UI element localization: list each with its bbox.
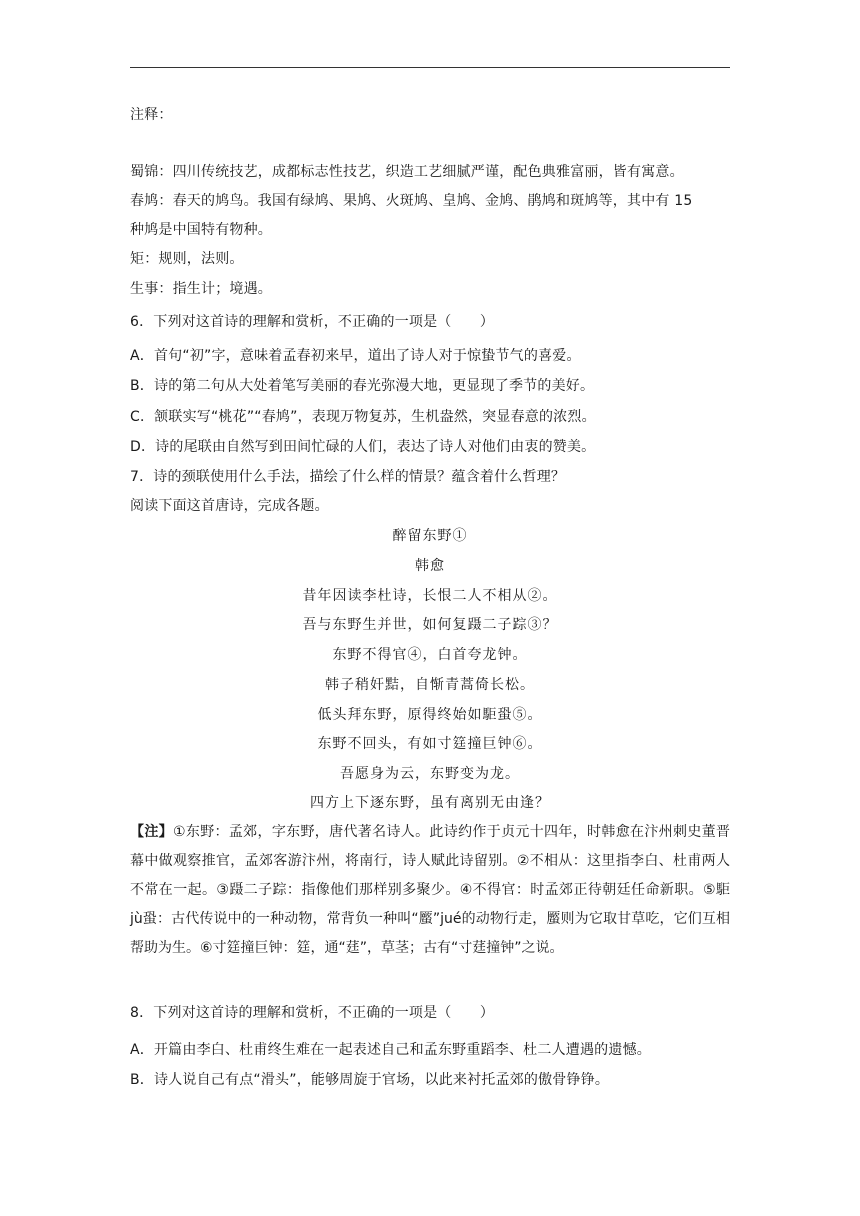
note-item: 生事：指生计；境遇。 bbox=[130, 281, 272, 297]
header-rule bbox=[130, 67, 730, 68]
poem-author: 韩愈 bbox=[415, 558, 445, 574]
annotation-mark: 【注】 bbox=[130, 824, 173, 840]
question-6-option-d: D．诗的尾联由自然写到田间忙碌的人们，表达了诗人对他们由衷的赞美。 bbox=[130, 439, 596, 455]
note-item: 蜀锦：四川传统技艺，成都标志性技艺，织造工艺细腻严谨，配色典雅富丽，皆有寓意。 bbox=[130, 164, 684, 180]
poem-line: 四方上下逐东野，虽有离别无由逢？ bbox=[310, 795, 550, 811]
question-8-option-a: A．开篇由李白、杜甫终生难在一起表述自己和孟东野重蹈李、杜二人遭遇的遗憾。 bbox=[130, 1042, 651, 1058]
poem-title: 醉留东野① bbox=[392, 528, 468, 544]
poem-line: 昔年因读李杜诗，长恨二人不相从②。 bbox=[302, 588, 558, 604]
poem-line: 吾与东野生并世，如何复蹑二子踪③？ bbox=[302, 617, 558, 633]
question-8-option-b: B．诗人说自己有点“滑头”，能够周旋于官场，以此来衬托孟郊的傲骨铮铮。 bbox=[130, 1072, 610, 1088]
reading-intro: 阅读下面这首唐诗，完成各题。 bbox=[130, 498, 329, 514]
question-6-stem: 6．下列对这首诗的理解和赏析，不正确的一项是（ ） bbox=[130, 314, 495, 330]
annotation-text: ①东野：孟郊，字东野，唐代著名诗人。此诗约作于贞元十四年，时韩愈在汴州刺史董晋幕中做观察推官，孟郊客游汴州，将南行，诗人赋此诗留别。②不相从：这里指李白、杜甫两人不常在一起。③蹑二子踪：指像他们那样别多聚少。④不得官：时孟郊正待朝廷任命新职。⑤駏 jù蛩：古代传说中的一种动物，常背负一种叫“蟨”jué的动物行走，蟨则为它取甘草吃，它们互相帮助为生。⑥寸筳撞巨钟：筳，通“莛”，草茎；古有“寸莛撞钟”之说。 bbox=[130, 824, 730, 956]
question-6-option-c: C．颔联实写“桃花”“春鸠”，表现万物复苏，生机盎然，突显春意的浓烈。 bbox=[130, 409, 596, 425]
note-item: 矩：规则，法则。 bbox=[130, 251, 244, 267]
question-6-option-a: A．首句“初”字，意味着孟春初来早，道出了诗人对于惊蛰节气的喜爱。 bbox=[130, 348, 581, 364]
note-item: 种鸠是中国特有物种。 bbox=[130, 222, 272, 238]
question-7-stem: 7．诗的颈联使用什么手法，描绘了什么样的情景？蕴含着什么哲理？ bbox=[130, 469, 566, 485]
poem-line: 东野不回头，有如寸筳撞巨钟⑥。 bbox=[317, 736, 543, 752]
poem-line: 韩子稍奸黠，自惭青蒿倚长松。 bbox=[325, 677, 535, 693]
poem-line: 吾愿身为云，东野变为龙。 bbox=[340, 766, 520, 782]
question-8-stem: 8．下列对这首诗的理解和赏析，不正确的一项是（ ） bbox=[130, 1005, 495, 1021]
poem-line: 低头拜东野，原得终始如駏蛩⑤。 bbox=[317, 707, 543, 723]
question-6-option-b: B．诗的第二句从大处着笔写美丽的春光弥漫大地，更显现了季节的美好。 bbox=[130, 378, 595, 394]
notes-heading: 注释： bbox=[130, 107, 173, 123]
note-item: 春鸠：春天的鸠鸟。我国有绿鸠、果鸠、火斑鸠、皇鸠、金鸠、鹃鸠和斑鸠等，其中有 15 bbox=[130, 193, 693, 209]
poem-line: 东野不得官④，白首夸龙钟。 bbox=[332, 647, 528, 663]
poem-annotation bbox=[130, 818, 730, 963]
